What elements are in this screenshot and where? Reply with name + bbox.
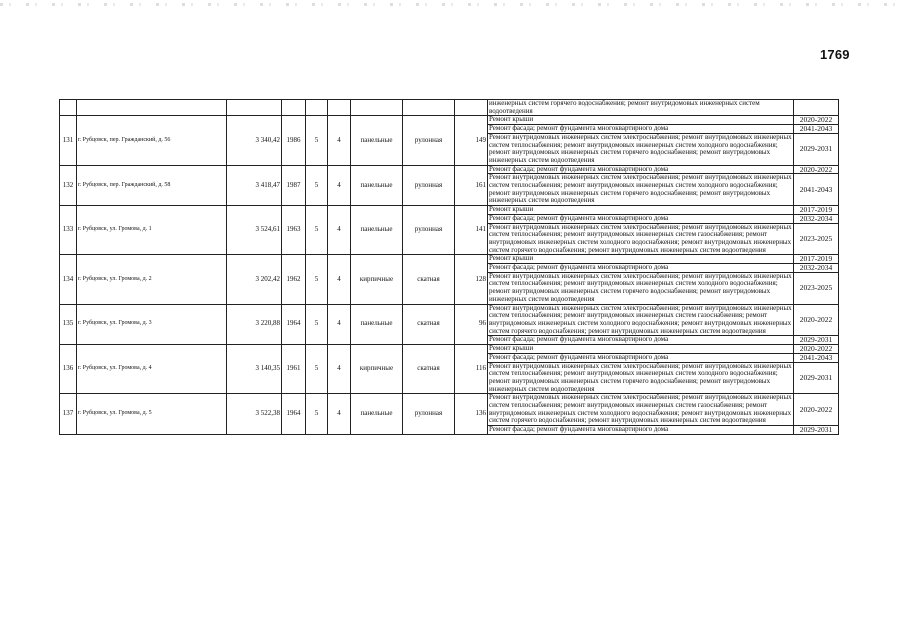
entrances-cell: 4 <box>328 206 351 255</box>
term-cell: 2041-2043 <box>794 125 839 134</box>
floors-cell: 5 <box>306 345 328 394</box>
year-cell: 1964 <box>282 304 306 345</box>
floors-cell: 5 <box>306 394 328 435</box>
year-cell: 1986 <box>282 116 306 165</box>
floors-cell: 5 <box>306 206 328 255</box>
wall-material-cell: панельные <box>351 394 403 435</box>
term-cell: 2023-2025 <box>794 223 839 255</box>
row-number: 134 <box>60 255 77 304</box>
roof-type-cell: рулонная <box>403 116 455 165</box>
address-cell: г. Рубцовск, ул. Громова, д. 5 <box>77 394 227 435</box>
roof-type-cell: скатная <box>403 345 455 394</box>
entrances-cell: 4 <box>328 116 351 165</box>
address-cell: г. Рубцовск, пер. Гражданский, д. 58 <box>77 165 227 206</box>
year-cell: 1962 <box>282 255 306 304</box>
apartments-cell: 96 <box>455 304 488 345</box>
row-number: 133 <box>60 206 77 255</box>
area-cell: 3 340,42 <box>227 116 282 165</box>
work-cell: инженерных систем горячего водоснабжения; ремонт внутридомовых инженерных систем водоотведения <box>488 100 794 116</box>
roof-type-cell: рулонная <box>403 165 455 206</box>
entrances-cell: 4 <box>328 304 351 345</box>
work-cell: Ремонт внутридомовых инженерных систем электроснабжения; ремонт внутридомовых инженерных систем теплоснабжения; ремонт внутридомовых инженерных систем холодного водоснабжения; ремонт внутридомовых инженерных систем горячего водоснабжения; ремонт внутридомовых инженерных систем водоотведения <box>489 173 792 205</box>
row-number: 136 <box>60 345 77 394</box>
area-cell: 3 418,47 <box>227 165 282 206</box>
address-cell: г. Рубцовск, пер. Гражданский, д. 56 <box>77 116 227 165</box>
table-row <box>60 206 839 215</box>
work-cell: Ремонт внутридомовых инженерных систем электроснабжения; ремонт внутридомовых инженерных систем теплоснабжения; ремонт внутридомовых инженерных систем газоснабжения; ремонт внутридомовых инженерных систем холодного водоснабжения; ремонт внутридомовых инженерных систем горячего водоснабжения; ремонт внутридомовых инженерных систем водоотведения <box>489 393 792 425</box>
work-cell: Ремонт внутридомовых инженерных систем электроснабжения; ремонт внутридомовых инженерных систем теплоснабжения; ремонт внутридомовых инженерных систем холодного водоснабжения; ремонт внутридомовых инженерных систем горячего водоснабжения; ремонт внутридомовых инженерных систем водоотведения <box>489 362 792 393</box>
term-cell: 2017-2019 <box>794 206 839 215</box>
row-number: 135 <box>60 304 77 345</box>
year-cell: 1987 <box>282 165 306 206</box>
term-cell: 2041-2043 <box>794 353 839 362</box>
work-cell: Ремонт внутридомовых инженерных систем электроснабжения; ремонт внутридомовых инженерных систем теплоснабжения; ремонт внутридомовых инженерных систем газоснабжения; ремонт внутридомовых инженерных систем холодного водоснабжения; ремонт внутридомовых инженерных систем горячего водоснабжения; ремонт внутридомовых инженерных систем водоотведения <box>489 304 792 335</box>
term-cell: 2020-2022 <box>794 304 839 336</box>
address-cell: г. Рубцовск, ул. Громова, д. 4 <box>77 345 227 394</box>
term-cell: 2041-2043 <box>794 174 839 206</box>
work-cell: Ремонт фасада; ремонт фундамента многоквартирного дома <box>488 214 794 223</box>
area-cell: 3 522,38 <box>227 394 282 435</box>
row-number: 131 <box>60 116 77 165</box>
table-row <box>60 345 839 354</box>
continuation-row <box>60 100 839 116</box>
roof-type-cell: рулонная <box>403 206 455 255</box>
table-row <box>60 394 839 426</box>
apartments-cell: 141 <box>455 206 488 255</box>
wall-material-cell: панельные <box>351 116 403 165</box>
work-cell: Ремонт фасада; ремонт фундамента многоквартирного дома <box>488 165 794 174</box>
work-cell: Ремонт фасада; ремонт фундамента многоквартирного дома <box>488 353 794 362</box>
term-cell: 2029-2031 <box>794 362 839 394</box>
apartments-cell: 116 <box>455 345 488 394</box>
area-cell: 3 524,61 <box>227 206 282 255</box>
work-cell: Ремонт крыши <box>488 116 794 125</box>
entrances-cell: 4 <box>328 394 351 435</box>
work-cell: Ремонт крыши <box>488 206 794 215</box>
term-cell: 2029-2031 <box>794 133 839 165</box>
term-cell: 2029-2031 <box>794 426 839 435</box>
term-cell: 2032-2034 <box>794 264 839 273</box>
term-cell: 2020-2022 <box>794 165 839 174</box>
address-cell: г. Рубцовск, ул. Громова, д. 1 <box>77 206 227 255</box>
table-row <box>60 304 839 336</box>
term-cell: 2029-2031 <box>794 336 839 345</box>
housing-repair-table <box>59 99 839 435</box>
work-cell: Ремонт фасада; ремонт фундамента многоквартирного дома <box>488 125 794 134</box>
apartments-cell: 149 <box>455 116 488 165</box>
entrances-cell: 4 <box>328 255 351 304</box>
term-cell: 2023-2025 <box>794 272 839 304</box>
address-cell: г. Рубцовск, ул. Громова, д. 3 <box>77 304 227 345</box>
area-cell: 3 220,88 <box>227 304 282 345</box>
area-cell: 3 140,35 <box>227 345 282 394</box>
wall-material-cell: панельные <box>351 165 403 206</box>
work-cell: Ремонт внутридомовых инженерных систем электроснабжения; ремонт внутридомовых инженерных систем теплоснабжения; ремонт внутридомовых инженерных систем холодного водоснабжения; ремонт внутридомовых инженерных систем горячего водоснабжения; ремонт внутридомовых инженерных систем водоотведения <box>489 272 792 303</box>
work-cell: Ремонт фасада; ремонт фундамента многоквартирного дома <box>488 264 794 273</box>
table-row <box>60 165 839 174</box>
area-cell: 3 202,42 <box>227 255 282 304</box>
floors-cell: 5 <box>306 255 328 304</box>
term-cell: 2020-2022 <box>794 345 839 354</box>
roof-type-cell: скатная <box>403 304 455 345</box>
work-cell: Ремонт фасада; ремонт фундамента многоквартирного дома <box>488 336 794 345</box>
term-cell <box>794 100 839 116</box>
row-number: 137 <box>60 394 77 435</box>
roof-type-cell: рулонная <box>403 394 455 435</box>
year-cell: 1963 <box>282 206 306 255</box>
table-row <box>60 255 839 264</box>
floors-cell: 5 <box>306 116 328 165</box>
wall-material-cell: кирпичные <box>351 255 403 304</box>
work-cell: Ремонт крыши <box>488 345 794 354</box>
work-cell: Ремонт внутридомовых инженерных систем электроснабжения; ремонт внутридомовых инженерных систем теплоснабжения; ремонт внутридомовых инженерных систем газоснабжения; ремонт внутридомовых инженерных систем холодного водоснабжения; ремонт внутридомовых инженерных систем горячего водоснабжения; ремонт внутридомовых инженерных систем водоотведения <box>489 223 792 254</box>
term-cell: 2017-2019 <box>794 255 839 264</box>
work-cell: Ремонт крыши <box>488 255 794 264</box>
term-cell: 2020-2022 <box>794 116 839 125</box>
year-cell: 1961 <box>282 345 306 394</box>
floors-cell: 5 <box>306 165 328 206</box>
table-row <box>60 116 839 125</box>
work-cell: Ремонт фасада; ремонт фундамента многоквартирного дома <box>488 426 794 435</box>
row-number: 132 <box>60 165 77 206</box>
scan-edge-artifact <box>0 3 904 6</box>
apartments-cell: 136 <box>455 394 488 435</box>
roof-type-cell: скатная <box>403 255 455 304</box>
address-cell: г. Рубцовск, ул. Громова, д. 2 <box>77 255 227 304</box>
entrances-cell: 4 <box>328 345 351 394</box>
wall-material-cell: панельные <box>351 304 403 345</box>
entrances-cell: 4 <box>328 165 351 206</box>
wall-material-cell: кирпичные <box>351 345 403 394</box>
apartments-cell: 161 <box>455 165 488 206</box>
year-cell: 1964 <box>282 394 306 435</box>
apartments-cell: 128 <box>455 255 488 304</box>
term-cell: 2020-2022 <box>794 394 839 426</box>
term-cell: 2032-2034 <box>794 214 839 223</box>
work-cell: Ремонт внутридомовых инженерных систем электроснабжения; ремонт внутридомовых инженерных систем теплоснабжения; ремонт внутридомовых инженерных систем холодного водоснабжения; ремонт внутридомовых инженерных систем горячего водоснабжения; ремонт внутридомовых инженерных систем водоотведения <box>489 133 792 164</box>
floors-cell: 5 <box>306 304 328 345</box>
page-number: 1769 <box>820 47 850 62</box>
wall-material-cell: панельные <box>351 206 403 255</box>
